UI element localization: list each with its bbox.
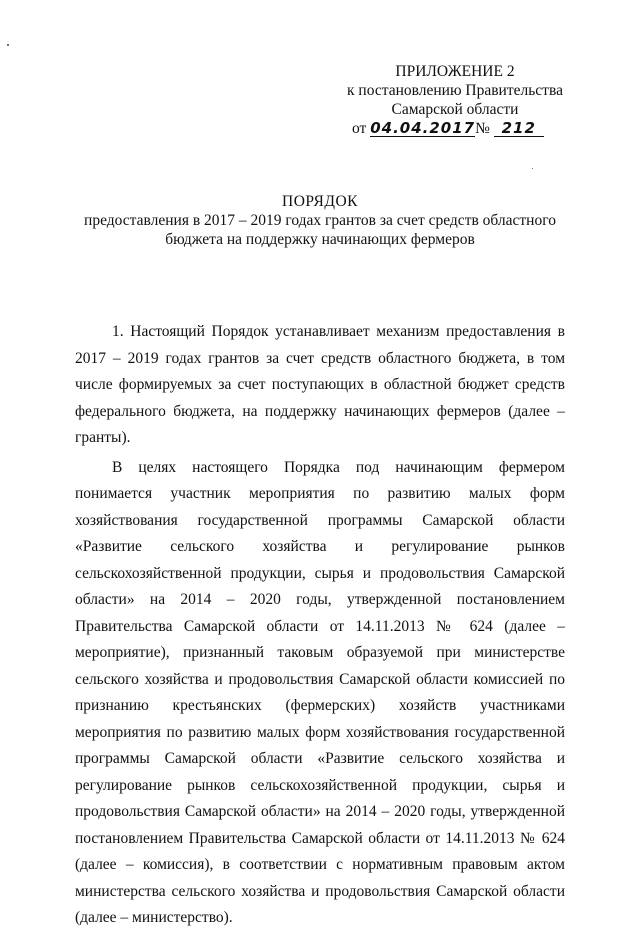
paragraph-1: 1. Настоящий Порядок устанавливает механизм предоставления в 2017 – 2019 годах грантов за счет средств областного бюджета, в том числе формируемых за счет поступающих в областной бюджет средств федерального бюджета, на поддержку начинающих фермеров (далее – гранты). [75, 323, 565, 446]
number-sign: № [475, 120, 490, 137]
scan-speck [7, 44, 9, 46]
title-subtitle: предоставления в 2017 – 2019 годах грантов за счет средств областного бюджета на поддержку начинающих фермеров [84, 212, 556, 248]
appendix-region-line: Самарской области [391, 101, 519, 118]
appendix-resolution-line: к постановлению Правительства [347, 82, 563, 99]
document-body [75, 319, 565, 932]
appendix-title: ПРИЛОЖЕНИЕ 2 [395, 63, 515, 80]
document-title [60, 192, 580, 249]
paragraph-2: В целях настоящего Порядка под начинающим фермером понимается участник мероприятия по развитию малых форм хозяйствования государственной программы Самарской области «Развитие сельского хозяйства и регулирование рынков сельскохозяйственной продукции, сырья и продовольствия Самарской области» на 2014 – 2020 годы, утвержденной постановлением Правительства Самарской области от 14.11.2013 № 624 (далее – мероприятие), признанный таковым образуемой при министерстве сельского хозяйства и продовольствия Самарской области комиссией по признанию крестьянских (фермерских) хозяйств участниками мероприятия по развитию малых форм хозяйствования государственной программы Самарской области «Развитие сельского хозяйства и регулирование рынков сельскохозяйственной продукции, сырья и продовольствия Самарской области» на 2014 – 2020 годы, утвержденной постановлением Правительства Самарской области от 14.11.2013 № 624 (далее – комиссия), в соответствии с нормативным правовым актом министерства сельского хозяйства и продовольствия Самарской области (далее – министерство). [75, 458, 565, 926]
title-heading: ПОРЯДОК [282, 193, 358, 210]
handwritten-number: 212 [494, 120, 544, 137]
from-word: от [352, 120, 367, 137]
handwritten-date: 04.04.2017 [370, 119, 476, 137]
appendix-block [340, 62, 570, 138]
appendix-date-line [340, 119, 570, 138]
scan-speck [532, 168, 533, 169]
